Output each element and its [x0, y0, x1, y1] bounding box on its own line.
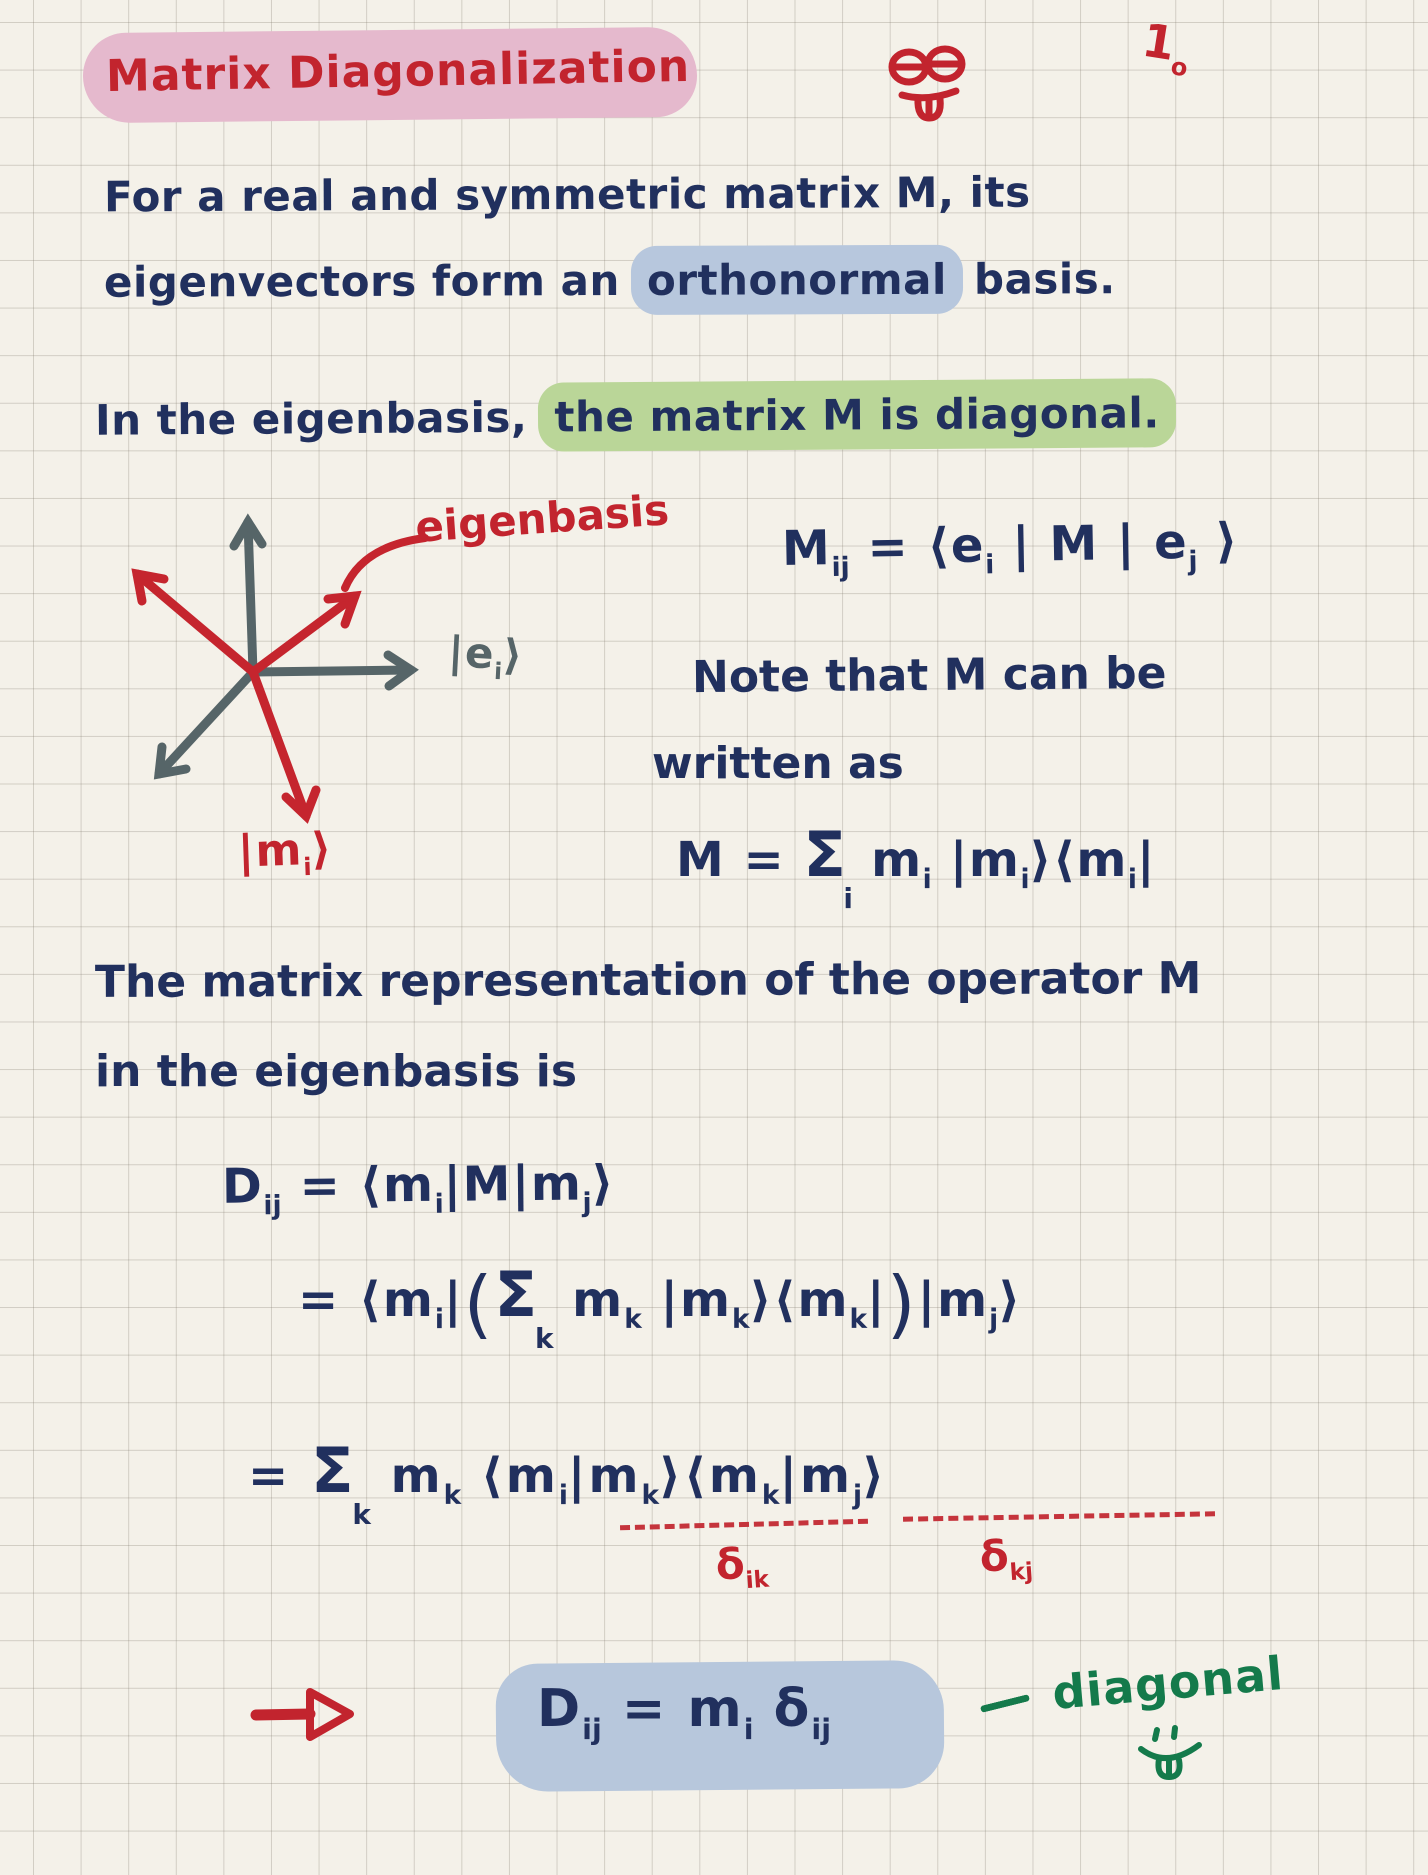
delta-underline-2	[903, 1511, 1215, 1521]
diagonal-highlight: the matrix M is diagonal.	[538, 378, 1176, 451]
intro-line-3: In the eigenbasis, the matrix M is diagonal.	[95, 388, 1172, 445]
equation-d2: = $⟨m_i|(\Sigma_k$ $m_k$ $|m_k⟩⟨m_k|)|m_j⟩$	[298, 1258, 1023, 1356]
eigenbasis-pointer	[345, 538, 425, 588]
intro-line-1: For a real and symmetric matrix M, its	[103, 167, 1031, 222]
result-dash	[980, 1694, 1030, 1713]
representation-text-1: The matrix representation of the operator M	[94, 953, 1202, 1008]
equation-m-sum: $M = \Sigma_i$ $m_i$ $|m_i⟩⟨m_i|$	[676, 818, 1156, 916]
implies-arrow-icon	[250, 1686, 358, 1742]
equation-result: $D_{ij} = m_i$ $\delta_{ij}$	[537, 1679, 831, 1746]
glasses-face-doodle-icon	[882, 42, 982, 134]
eigenbasis-label: eigenbasis	[413, 485, 671, 552]
equation-d1: $D_{ij}$ = $⟨m_i|M|m_j⟩$	[221, 1155, 616, 1222]
note-text-2: written as	[652, 738, 904, 789]
page-number: $1_o$	[1138, 12, 1190, 83]
page-title: Matrix Diagonalization	[105, 40, 691, 103]
delta-ik-label: $\delta_{ik}$	[714, 1538, 770, 1595]
intro-line-2: eigenvectors form an orthonormal basis.	[104, 254, 1116, 307]
e-basis-label: $|e_i⟩$	[446, 627, 525, 686]
smiley-face-doodle-icon	[1135, 1722, 1207, 1796]
note-text-1: Note that M can be	[691, 647, 1167, 704]
diagonal-label: diagonal	[1050, 1646, 1286, 1720]
orthonormal-highlight: orthonormal	[631, 245, 963, 315]
delta-kj-label: $\delta_{kj}$	[978, 1530, 1034, 1587]
m-basis-label: $|m_i⟩$	[236, 823, 334, 882]
representation-text-2: in the eigenbasis is	[95, 1046, 578, 1097]
equation-mij: $M_{ij}$ = $⟨e_i$ | M | $e_j$ ⟩	[781, 513, 1240, 583]
equation-d3: = $\Sigma_k$ $m_k$ $⟨m_i|m_k⟩⟨m_k|m_j⟩$	[248, 1434, 888, 1532]
page-number-dot: o	[1168, 52, 1190, 83]
